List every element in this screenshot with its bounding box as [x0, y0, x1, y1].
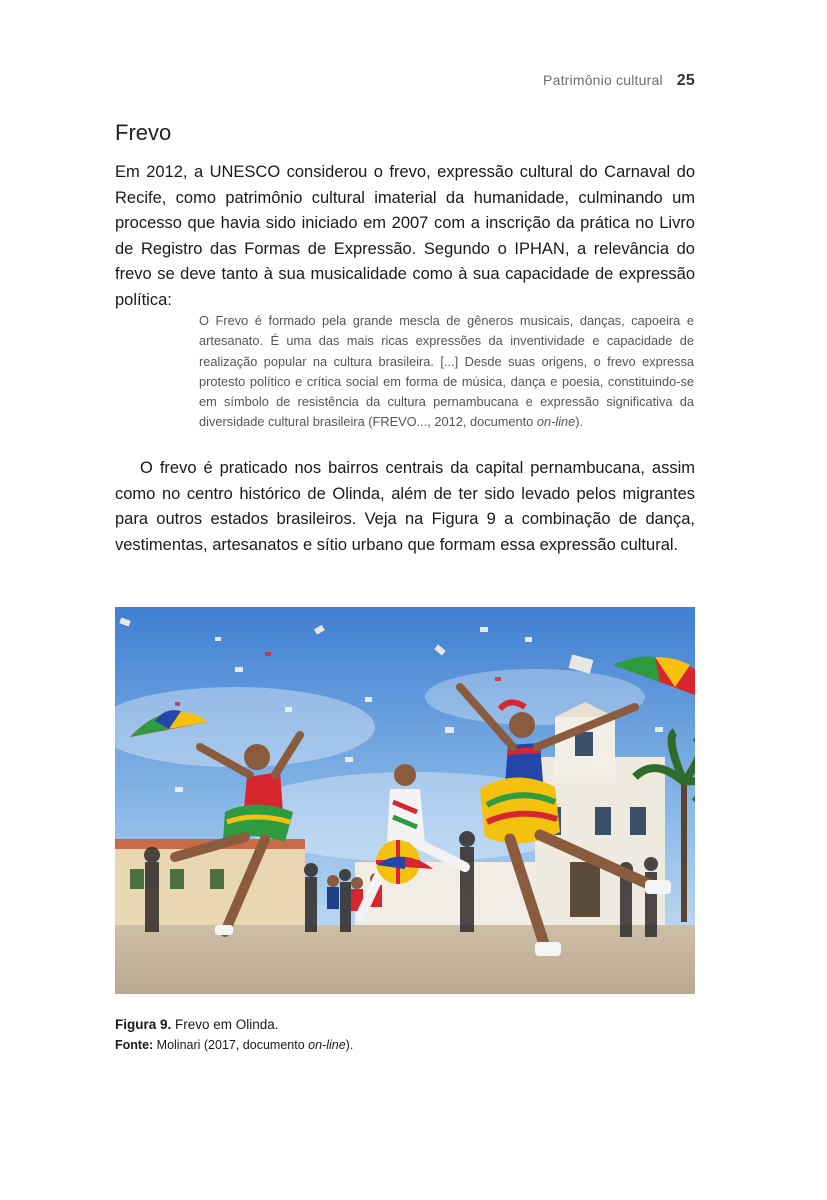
quote-italic: on-line: [536, 414, 576, 430]
frevo-photo: [115, 607, 695, 994]
quote-text: O Frevo é formado pela grande mescla de gêneros musicais, danças, capoeira e artesanato. É uma das mais ricas expressões da inventividade e capacidade de realização popular na cultura brasileira. [...] Desde suas origens, o frevo expressa protesto político e crítica social em forma de música, dança e poesia, constituindo-se em símbolo de resistência da cultura pernambucana e expressão significativa da diversidade cultural brasileira (FREVO..., 2012, documento: [199, 313, 694, 430]
figure-source: [115, 1035, 695, 1055]
body-paragraph-1: Em 2012, a UNESCO considerou o frevo, expressão cultural do Carnaval do Recife, como patrimônio cultural imaterial da humanidade, culminando um processo que havia sido iniciado em 2007 com a inscrição da prática no Livro de Registro das Formas de Expressão. Segundo o IPHAN, a relevância do frevo se deve tanto à sua musicalidade como à sua capacidade de expressão política:: [115, 163, 695, 309]
section-title: Frevo: [115, 120, 172, 145]
figure-label: Figura 9.: [115, 1017, 172, 1032]
source-italic: on-line: [308, 1038, 346, 1052]
source-end: ).: [345, 1038, 354, 1052]
running-header: [115, 72, 695, 90]
block-quote: [199, 311, 694, 433]
figure-caption-text: Frevo em Olinda.: [171, 1017, 279, 1032]
page-number: 25: [676, 72, 695, 89]
quote-end: ).: [575, 414, 584, 430]
source-label: Fonte:: [115, 1038, 154, 1052]
body-paragraph-2: O frevo é praticado nos bairros centrais da capital pernambucana, assim como no centro histórico de Olinda, além de ter sido levado pelos migrantes para outros estados brasileiros. Veja na Figura 9 a combinação de dança, vestimentas, artesanatos e sítio urbano que formam essa expressão cultural.: [115, 459, 695, 554]
header-section-title: Patrimônio cultural: [543, 72, 663, 88]
figure-caption: [115, 1015, 695, 1055]
source-text: Molinari (2017, documento: [153, 1038, 309, 1052]
caption-line: [115, 1015, 695, 1035]
